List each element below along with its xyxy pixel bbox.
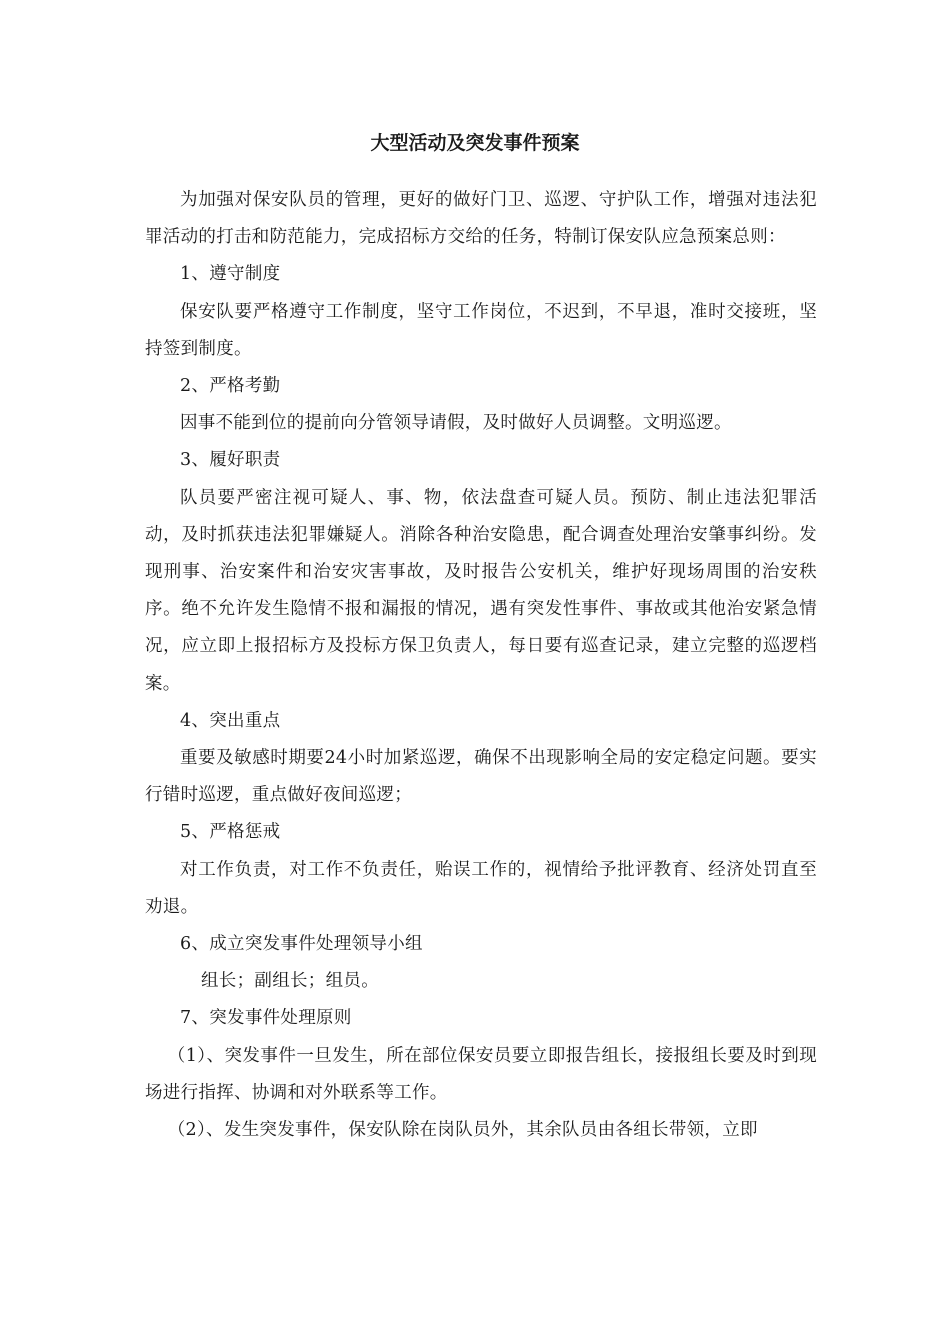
paragraph-4: 重要及敏感时期要24小时加紧巡逻，确保不出现影响全局的安定稳定问题。要实行错时巡逻，重点做好夜间巡逻； bbox=[145, 748, 817, 806]
heading-2: 2、严格考勤 bbox=[180, 376, 281, 397]
paragraph-intro: 为加强对保安队员的管理，更好的做好门卫、巡逻、守护队工作，增强对违法犯罪活动的打击和防范能力，完成招标方交给的任务，特制订保安队应急预案总则： bbox=[145, 190, 817, 248]
heading-5: 5、严格惩戒 bbox=[180, 822, 281, 843]
heading-1: 1、遵守制度 bbox=[180, 264, 281, 285]
heading-4: 4、突出重点 bbox=[180, 710, 281, 731]
heading-3: 3、履好职责 bbox=[180, 450, 281, 471]
paragraph-1: 保安队要严格遵守工作制度，坚守工作岗位，不迟到，不早退，准时交接班，坚持签到制度。 bbox=[145, 301, 817, 359]
paragraph-6: 组长；副组长；组员。 bbox=[201, 971, 379, 992]
document-body bbox=[145, 182, 817, 1149]
paragraph-5: 对工作负责，对工作不负责任，贻误工作的，视情给予批评教育、经济处罚直至劝退。 bbox=[145, 859, 817, 917]
paragraph-7-2: （2）、发生突发事件，保安队除在岗队员外，其余队员由各组长带领，立即 bbox=[167, 1120, 758, 1141]
heading-6: 6、成立突发事件处理领导小组 bbox=[180, 934, 423, 955]
paragraph-2: 因事不能到位的提前向分管领导请假，及时做好人员调整。文明巡逻。 bbox=[180, 413, 732, 434]
paragraph-3: 队员要严密注视可疑人、事、物，依法盘查可疑人员。预防、制止违法犯罪活动，及时抓获违法犯罪嫌疑人。消除各种治安隐患，配合调查处理治安肇事纠纷。发现刑事、治安案件和治安灾害事故，及时报告公安机关，维护好现场周围的治安秩序。绝不允许发生隐情不报和漏报的情况，遇有突发性事件、事故或其他治安紧急情况，应立即上报招标方及投标方保卫负责人，每日要有巡查记录，建立完整的巡逻档案。 bbox=[145, 487, 817, 694]
paragraph-7-1: （1）、突发事件一旦发生，所在部位保安员要立即报告组长，接报组长要及时到现场进行指挥、协调和对外联系等工作。 bbox=[145, 1045, 817, 1103]
heading-7: 7、突发事件处理原则 bbox=[180, 1008, 352, 1029]
document-title: 大型活动及突发事件预案 bbox=[370, 132, 580, 154]
